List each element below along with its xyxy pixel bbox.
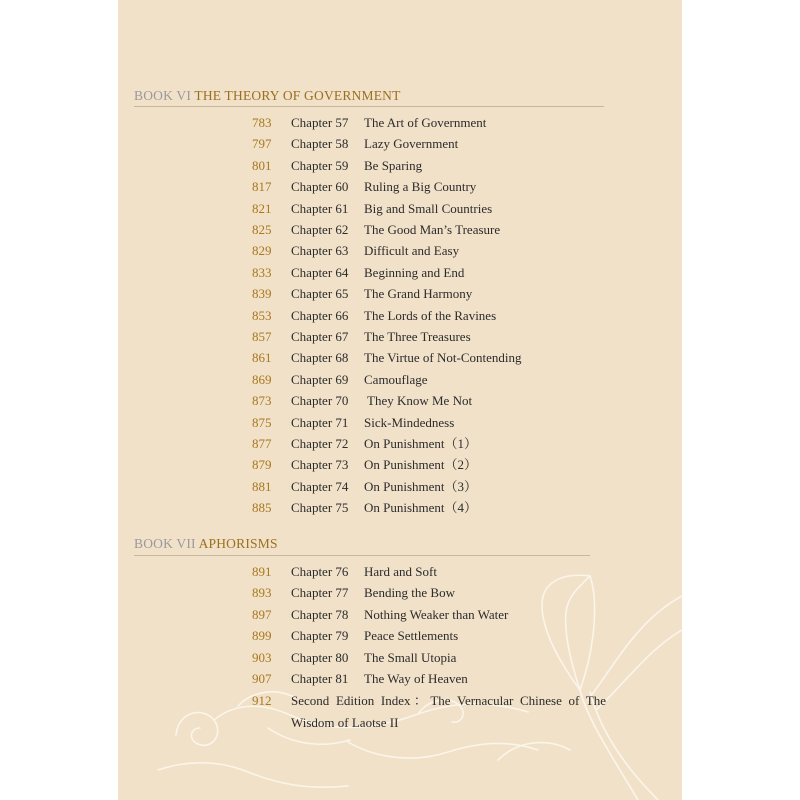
- chapter-title: Bending the Bow: [364, 585, 455, 601]
- book-vi-heading: [134, 88, 401, 104]
- chapter-number: Chapter 60: [291, 179, 349, 195]
- chapter-title: Beginning and End: [364, 264, 465, 280]
- book-vi-title: THE THEORY OF GOVERNMENT: [194, 88, 401, 103]
- page-number: 877: [252, 436, 272, 451]
- page-number: 821: [252, 200, 272, 216]
- chapter-title: On Punishment（3）: [364, 478, 478, 494]
- page-number: 873: [252, 393, 272, 409]
- chapter-title: On Punishment（2）: [364, 457, 478, 473]
- chapter-title: The Virtue of Not-Contending: [364, 350, 522, 366]
- chapter-number: Chapter 66: [291, 307, 349, 323]
- page-number: 825: [252, 222, 272, 237]
- page-number: 869: [252, 371, 272, 387]
- chapter-title: The Good Man’s Treasure: [364, 222, 501, 237]
- book-vi-number: BOOK VI: [134, 88, 192, 103]
- chapter-number: Chapter 79: [291, 628, 349, 644]
- chapter-number: Chapter 74: [291, 478, 349, 494]
- chapter-title: Ruling a Big Country: [364, 179, 477, 195]
- chapter-title: Camouflage: [364, 371, 428, 387]
- page-number: 907: [252, 671, 272, 686]
- chapter-number: Chapter 68: [291, 350, 349, 366]
- chapter-title: Peace Settlements: [364, 628, 459, 644]
- chapter-number: Chapter 72: [291, 436, 349, 451]
- index-row[interactable]: [0, 690, 800, 736]
- chapter-title: Big and Small Countries: [364, 200, 493, 216]
- chapter-number: Chapter 70: [291, 393, 349, 409]
- chapter-title: On Punishment（4）: [364, 500, 478, 516]
- page-number: 839: [252, 286, 272, 302]
- chapter-title: Be Sparing: [364, 157, 423, 173]
- page-number: 881: [252, 478, 272, 494]
- chapter-title: The Way of Heaven: [364, 671, 468, 686]
- chapter-number: Chapter 62: [291, 222, 349, 237]
- page-number: 829: [252, 243, 272, 259]
- chapter-number: Chapter 65: [291, 286, 349, 302]
- page-number: 879: [252, 457, 272, 473]
- page-number: 875: [252, 414, 272, 430]
- chapter-number: Chapter 63: [291, 243, 349, 259]
- chapter-title: Nothing Weaker than Water: [364, 606, 509, 622]
- chapter-title: The Lords of the Ravines: [364, 307, 497, 323]
- chapter-number: Chapter 77: [291, 585, 349, 601]
- chapter-title: They Know Me Not: [364, 393, 473, 409]
- chapter-number: Chapter 78: [291, 606, 349, 622]
- chapter-number: Chapter 80: [291, 649, 349, 665]
- page-number: 885: [252, 500, 272, 516]
- book-vii-divider: [134, 555, 590, 556]
- page-number: 783: [252, 115, 272, 130]
- book-vii-number: BOOK VII: [134, 536, 196, 551]
- book-vii-title: APHORISMS: [198, 536, 278, 551]
- chapter-number: Chapter 71: [291, 414, 349, 430]
- book-vii-heading: [134, 536, 278, 552]
- page-number: 899: [252, 628, 272, 644]
- page-number: 912: [252, 693, 272, 708]
- index-title: Second Edition Index：The Vernacular Chinese of The Wisdom of Laotse II: [291, 693, 606, 730]
- chapter-number: Chapter 76: [291, 564, 349, 579]
- chapter-number: Chapter 67: [291, 329, 349, 344]
- chapter-number: Chapter 69: [291, 371, 349, 387]
- chapter-number: Chapter 73: [291, 457, 349, 473]
- page-number: 857: [252, 329, 272, 344]
- book-vi-divider: [134, 106, 604, 107]
- page-number: 903: [252, 649, 272, 665]
- page-number: 853: [252, 307, 272, 323]
- chapter-title: Difficult and Easy: [364, 243, 460, 259]
- page-number: 861: [252, 350, 272, 366]
- page-number: 801: [252, 157, 272, 173]
- chapter-number: Chapter 75: [291, 500, 349, 516]
- chapter-number: Chapter 57: [291, 115, 349, 130]
- chapter-number: Chapter 64: [291, 264, 349, 280]
- page-number: 833: [252, 264, 272, 280]
- chapter-number: Chapter 59: [291, 157, 349, 173]
- chapter-title: Hard and Soft: [364, 564, 437, 579]
- chapter-title: On Punishment（1）: [364, 436, 478, 451]
- chapter-title: The Three Treasures: [364, 329, 471, 344]
- chapter-number: Chapter 81: [291, 671, 349, 686]
- page-number: 797: [252, 136, 272, 152]
- chapter-number: Chapter 58: [291, 136, 349, 152]
- page-number: 817: [252, 179, 272, 195]
- page-number: 891: [252, 564, 272, 579]
- chapter-number: Chapter 61: [291, 200, 349, 216]
- chapter-title: Lazy Government: [364, 136, 459, 152]
- page-number: 893: [252, 585, 272, 601]
- chapter-title: The Small Utopia: [364, 649, 457, 665]
- chapter-title: Sick-Mindedness: [364, 414, 455, 430]
- chapter-title: The Art of Government: [364, 115, 487, 130]
- chapter-title: The Grand Harmony: [364, 286, 473, 302]
- page-number: 897: [252, 606, 272, 622]
